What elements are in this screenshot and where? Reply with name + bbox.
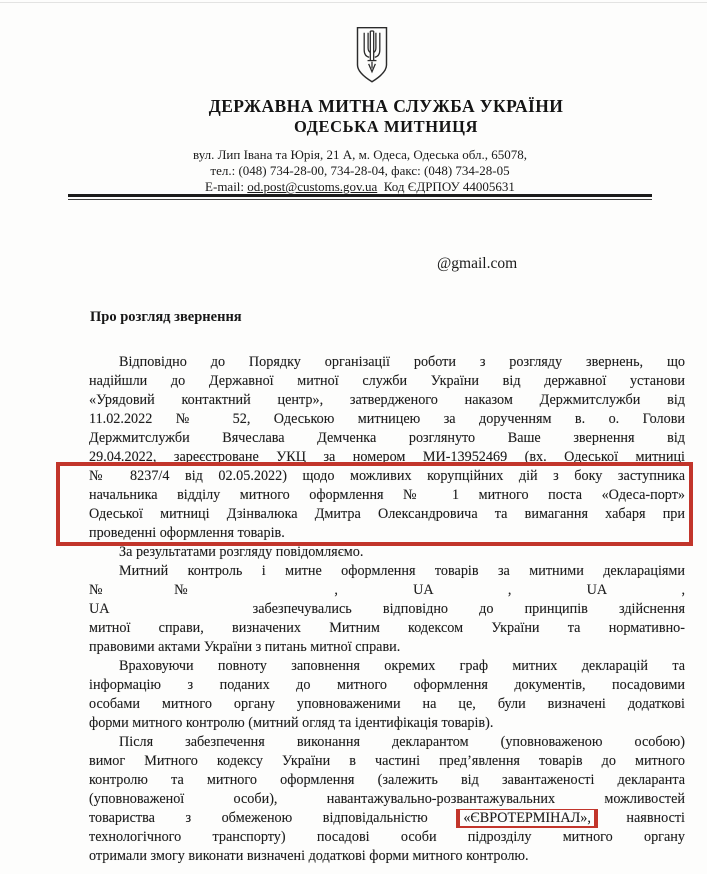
body-line: начальника відділу митного оформлення № 1 митного поста «Одеса-порт»: [89, 487, 685, 503]
body-line: товариства з обмеженою відповідальністю «ЄВРОТЕРМІНАЛ», наявності: [89, 809, 685, 828]
body-line: отримали змогу виконати визначені додаткові форми митного контролю.: [89, 848, 529, 864]
email-edrpou-line: [68, 179, 652, 195]
recipient-email-fragment: @gmail.com: [437, 255, 518, 272]
body-line: проведенні оформлення товарів.: [89, 525, 285, 541]
body-line: 29.04.2022, зареєстроване УКЦ за номером МИ-13952469 (вх. Одеської митниці: [89, 449, 685, 465]
redacted-blank: [110, 612, 222, 613]
address-line: вул. Лип Івана та Юрія, 21 А, м. Одеса, Одеська обл., 65078,: [193, 147, 527, 162]
header-divider: [68, 194, 652, 200]
body-line: інформацію з поданих до митного оформлення документів, посадовими: [89, 677, 685, 693]
body-line: митної справи, визначених Митним кодексом України та нормативно-: [89, 620, 685, 636]
body-line: форми митного контролю (митний огляд та ідентифікація товарів).: [89, 715, 494, 731]
subject-line: Про розгляд звернення: [90, 309, 242, 325]
body-line: Митний контроль і митне оформлення товарів за митними деклараціями: [119, 563, 685, 579]
body-line: (уповноваженої особи), навантажувально-розвантажувальних можливостей: [89, 791, 685, 807]
highlight-box-euroterminal: «ЄВРОТЕРМІНАЛ»,: [456, 809, 598, 828]
body-line: контролю та митного оформлення (залежить від завантаженості декларанта: [89, 772, 685, 788]
body-line: №№ , UA , UA ,: [89, 582, 685, 598]
body-line: правовими актами України з питань митної справи.: [89, 639, 401, 655]
body-line: UA забезпечувались відповідно до принципів здійснення: [89, 601, 685, 617]
body-text: [89, 353, 685, 866]
body-line: технологічного транспорту) посадові особи підрозділу митного органу: [89, 829, 685, 845]
edrpou-code: Код ЄДРПОУ 44005631: [377, 179, 515, 194]
body-line: надійшли до Державної митної служби України від державної установи: [89, 373, 685, 389]
body-line: «Урядовий контактний центр», затвердженого наказом Держмитслужби від: [89, 392, 685, 408]
body-line: особами митного органу уповноваженими на це, були визначені додаткові: [89, 696, 685, 712]
body-line: Після забезпечення виконання декларантом (уповноваженою особою): [119, 734, 685, 750]
body-line: За результатами розгляду повідомляємо.: [119, 544, 364, 560]
trident-emblem-icon: [354, 26, 390, 84]
body-line: Одеської митниці Дзінвалюка Дмитра Олександровича та вимагання хабаря при: [89, 506, 685, 522]
body-line: вимог Митного кодексу України в частині пред’явлення товарів до митного: [89, 753, 685, 769]
org-subdivision-name: ОДЕСЬКА МИТНИЦЯ: [293, 117, 479, 136]
org-name: ДЕРЖАВНА МИТНА СЛУЖБА УКРАЇНИ: [208, 96, 564, 116]
phone-fax-line: тел.: (048) 734-28-00, 734-28-04, факс: (048) 734-28-05: [210, 163, 510, 178]
scan-edge-artifact: [0, 2, 707, 3]
org-email: od.post@customs.gov.ua: [247, 179, 378, 194]
body-line: Відповідно до Порядку організації роботи з розгляду звернень, що: [119, 354, 685, 370]
body-line: Держмитслужби Вячеслава Демченка розглянуто Ваше звернення від: [89, 430, 685, 446]
body-line: Враховуючи повноту заповнення окремих граф митних декларацій та: [119, 658, 685, 674]
body-line: № 8237/4 від 02.05.2022) щодо можливих корупційних дій з боку заступника: [89, 468, 685, 484]
email-label: E-mail:: [205, 179, 248, 194]
body-line: 11.02.2022 № 52, Одеською митницею за дорученням в. о. Голови: [89, 411, 685, 427]
